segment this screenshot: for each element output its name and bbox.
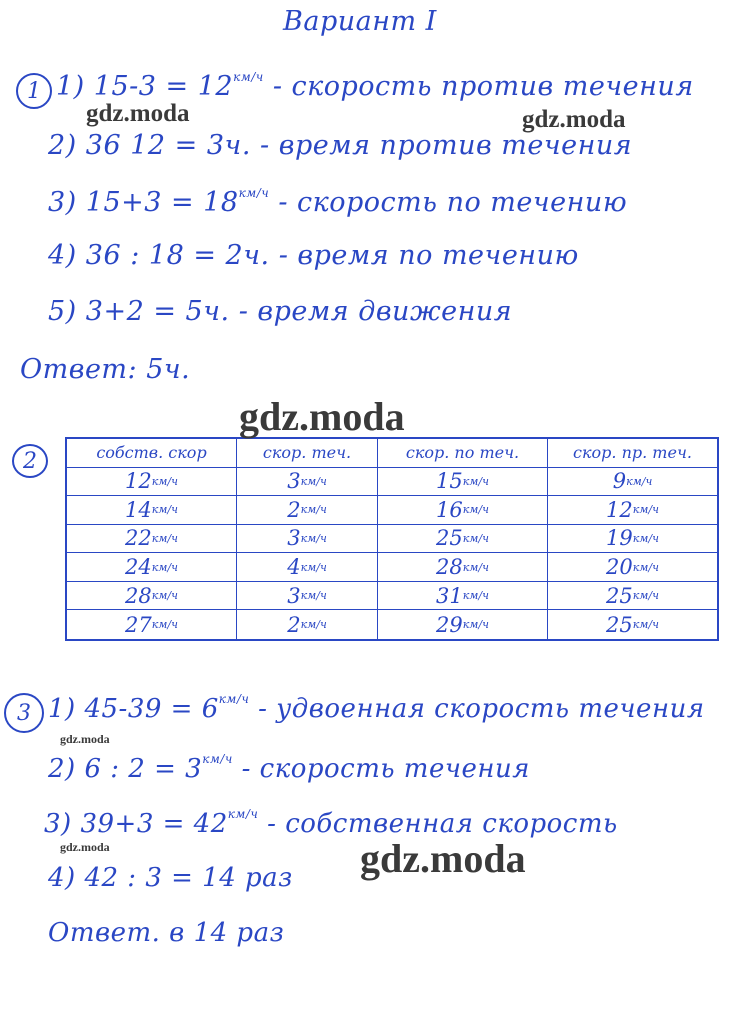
task3-line-2 — [48, 752, 530, 784]
task3-line-1-expr: 1) 45-39 = 6 — [48, 694, 219, 724]
watermark: gdz.moda — [522, 106, 626, 133]
table-cell: 27 км/ч — [67, 610, 237, 639]
table-cell: 4 км/ч — [237, 553, 378, 582]
task3-number: 3 — [4, 693, 44, 733]
task1-line-1-desc: - скорость против течения — [263, 71, 694, 102]
table-cell: 25 км/ч — [378, 525, 548, 554]
table-header-cell: скор. теч. — [237, 439, 378, 468]
task3-line-3-unit: км/ч — [227, 807, 259, 821]
task3-line-3-desc: - собственная скорость — [258, 809, 618, 839]
table-header-cell: собств. скор — [67, 439, 237, 468]
table-cell: 9 км/ч — [548, 468, 717, 497]
task3-line-4-text: 4) 42 : 3 = 14 раз — [48, 863, 293, 893]
task3-line-1-desc: - удвоенная скорость течения — [249, 694, 705, 724]
page-title: Вариант I — [283, 6, 437, 37]
task3-line-3-expr: 3) 39+3 = 42 — [44, 809, 228, 839]
task1-line-3-expr: 3) 15+3 = 18 — [48, 187, 239, 218]
watermark: gdz.moda — [60, 840, 110, 854]
task1-line-5 — [48, 296, 512, 327]
task3-line-1 — [48, 692, 705, 724]
task3-line-3 — [44, 807, 618, 839]
table-cell: 28 км/ч — [378, 553, 548, 582]
task1-line-4-text: 4) 36 : 18 = 2ч. - время по течению — [48, 240, 579, 271]
task1-line-3-desc: - скорость по течению — [269, 187, 628, 218]
watermark: gdz.moda — [60, 732, 110, 746]
table-cell: 25 км/ч — [606, 612, 659, 637]
watermark: gdz.moda — [360, 836, 526, 881]
table-cell: 22 км/ч — [67, 525, 237, 554]
task3-line-2-unit: км/ч — [202, 752, 233, 766]
task3-line-2-desc: - скорость течения — [232, 754, 530, 784]
task1-line-2 — [48, 130, 632, 161]
table-cell: 25 км/ч — [548, 582, 717, 611]
task1-line-3 — [48, 186, 627, 218]
table-cell: 12 км/ч — [67, 468, 237, 497]
task1-line-5-text: 5) 3+2 = 5ч. - время движения — [48, 296, 513, 327]
table-cell: 14 км/ч — [67, 496, 237, 525]
table-header-cell: скор. по теч. — [378, 439, 548, 468]
task3-line-1-unit: км/ч — [218, 692, 250, 706]
task3-answer: Ответ. в 14 раз — [48, 918, 285, 948]
task2-number: 2 — [12, 444, 48, 478]
task1-line-1 — [56, 70, 694, 102]
table-cell: 15 км/ч — [378, 468, 548, 497]
table-header-cell: скор. пр. теч. — [548, 439, 717, 468]
table-cell: 3 км/ч — [237, 582, 378, 611]
watermark: gdz.moda — [86, 100, 190, 127]
table-cell: 28 км/ч — [67, 582, 237, 611]
table-cell: 16 км/ч — [378, 496, 548, 525]
task1-line-1-expr: 1) 15-3 = 12 — [56, 71, 234, 102]
task1-line-3-unit: км/ч — [238, 186, 270, 200]
task1-answer: Ответ: 5ч. — [20, 354, 191, 385]
task1-line-1-unit: км/ч — [233, 70, 264, 84]
task1-line-4 — [48, 240, 579, 271]
table-cell: 24 км/ч — [67, 553, 237, 582]
task1-number: 1 — [16, 73, 52, 109]
table-cell: 3 км/ч — [237, 468, 378, 497]
table-cell: 2 км/ч — [237, 496, 378, 525]
task3-line-4 — [48, 863, 293, 893]
table-cell: 2 км/ч — [237, 610, 378, 639]
speed-table — [65, 437, 719, 641]
table-cell: 31 км/ч — [378, 582, 548, 611]
table-cell: 3 км/ч — [237, 525, 378, 554]
table-cell: 20 км/ч — [548, 553, 717, 582]
table-cell: 12 км/ч — [548, 496, 717, 525]
table-cell: 29 км/ч — [378, 610, 548, 639]
task3-line-2-expr: 2) 6 : 2 = 3 — [48, 754, 203, 784]
watermark: gdz.moda — [239, 394, 405, 439]
table-cell: 19 км/ч — [548, 525, 717, 554]
task1-line-2-text: 2) 36 12 = 3ч. - время против течения — [48, 130, 633, 161]
